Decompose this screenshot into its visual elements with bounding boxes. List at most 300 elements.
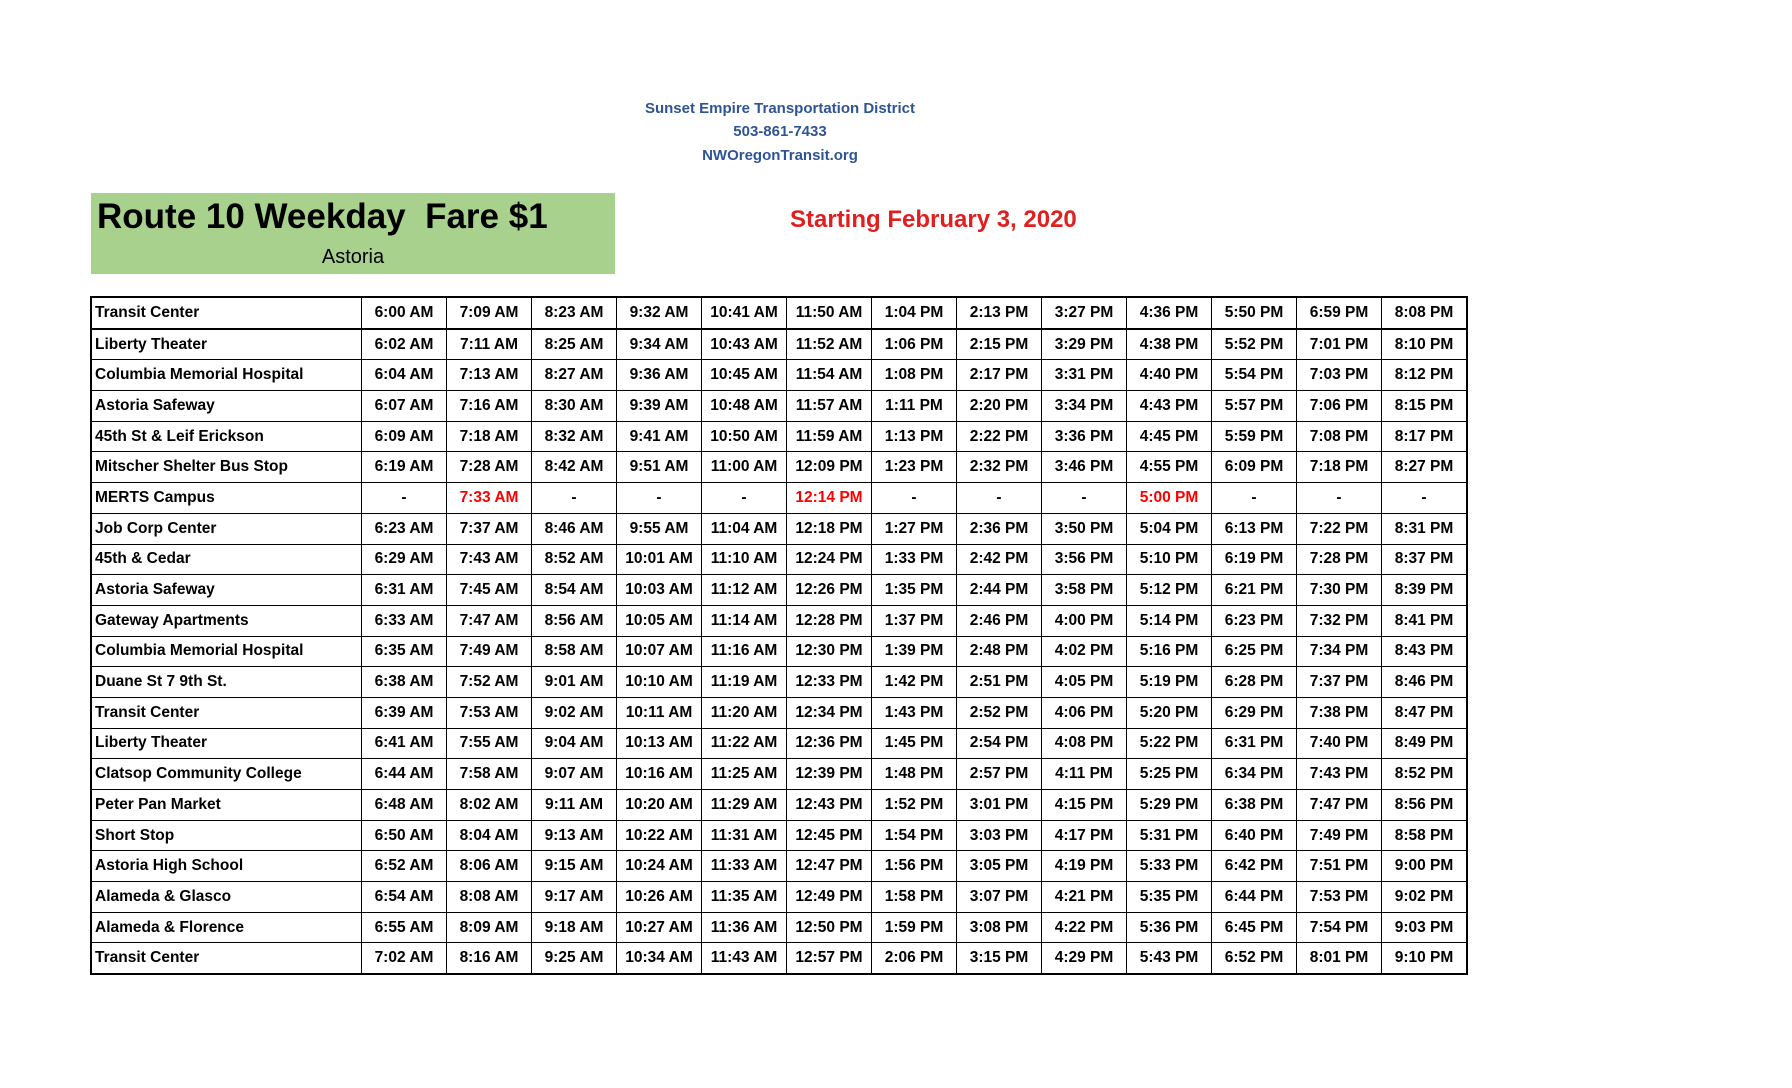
departure-time: 8:08 PM (1382, 297, 1468, 329)
departure-time: 9:18 AM (532, 912, 617, 943)
departure-time: 3:01 PM (957, 790, 1042, 821)
departure-time: 6:13 PM (1212, 513, 1297, 544)
agency-website: NWOregonTransit.org (702, 147, 858, 164)
departure-time: 11:04 AM (702, 513, 787, 544)
table-row (91, 759, 1467, 790)
departure-time: 1:39 PM (872, 636, 957, 667)
departure-time: 8:06 AM (447, 851, 532, 882)
departure-time: 7:34 PM (1297, 636, 1382, 667)
departure-time: 1:33 PM (872, 544, 957, 575)
departure-time: 9:34 AM (617, 329, 702, 360)
departure-time: 7:45 AM (447, 575, 532, 606)
departure-time: - (1297, 483, 1382, 514)
departure-time: 10:01 AM (617, 544, 702, 575)
departure-time: 8:27 PM (1382, 452, 1468, 483)
departure-time: 1:37 PM (872, 605, 957, 636)
departure-time: 8:32 AM (532, 421, 617, 452)
departure-time: 8:15 PM (1382, 391, 1468, 422)
stop-name: Job Corp Center (91, 513, 362, 544)
stop-name: Liberty Theater (91, 728, 362, 759)
departure-time: 6:35 AM (362, 636, 447, 667)
departure-time: 6:31 AM (362, 575, 447, 606)
departure-time: 1:04 PM (872, 297, 957, 329)
table-row (91, 820, 1467, 851)
departure-time: 9:55 AM (617, 513, 702, 544)
table-row (91, 297, 1467, 329)
departure-time: 7:55 AM (447, 728, 532, 759)
table-row (91, 360, 1467, 391)
departure-time: 8:16 AM (447, 943, 532, 974)
departure-time: 5:14 PM (1127, 605, 1212, 636)
stop-name: Astoria Safeway (91, 391, 362, 422)
departure-time: 9:10 PM (1382, 943, 1468, 974)
departure-time: 8:25 AM (532, 329, 617, 360)
departure-time: 4:40 PM (1127, 360, 1212, 391)
departure-time: 10:50 AM (702, 421, 787, 452)
table-row (91, 912, 1467, 943)
departure-time: 11:36 AM (702, 912, 787, 943)
departure-time: 7:18 PM (1297, 452, 1382, 483)
departure-time: 1:35 PM (872, 575, 957, 606)
departure-time: 12:50 PM (787, 912, 872, 943)
table-row (91, 636, 1467, 667)
departure-time: 5:31 PM (1127, 820, 1212, 851)
table-row (91, 452, 1467, 483)
departure-time: 8:54 AM (532, 575, 617, 606)
departure-time: 11:14 AM (702, 605, 787, 636)
departure-time: 4:06 PM (1042, 697, 1127, 728)
departure-time: 3:50 PM (1042, 513, 1127, 544)
departure-time: 8:12 PM (1382, 360, 1468, 391)
departure-time: 8:46 AM (532, 513, 617, 544)
departure-time: 11:59 AM (787, 421, 872, 452)
departure-time: 7:54 PM (1297, 912, 1382, 943)
departure-time: 2:46 PM (957, 605, 1042, 636)
departure-time: 6:59 PM (1297, 297, 1382, 329)
departure-time: 3:15 PM (957, 943, 1042, 974)
table-row (91, 605, 1467, 636)
departure-time: 12:34 PM (787, 697, 872, 728)
departure-time: 5:52 PM (1212, 329, 1297, 360)
departure-time: 10:48 AM (702, 391, 787, 422)
stop-name: Transit Center (91, 697, 362, 728)
departure-time: 6:52 PM (1212, 943, 1297, 974)
departure-time: 6:19 PM (1212, 544, 1297, 575)
agency-phone: 503-861-7433 (733, 123, 827, 140)
departure-time: 6:40 PM (1212, 820, 1297, 851)
departure-time: 12:26 PM (787, 575, 872, 606)
departure-time: 3:05 PM (957, 851, 1042, 882)
departure-time: 7:01 PM (1297, 329, 1382, 360)
departure-time: 8:23 AM (532, 297, 617, 329)
table-row (91, 851, 1467, 882)
departure-time: 3:46 PM (1042, 452, 1127, 483)
departure-time: 12:49 PM (787, 882, 872, 913)
departure-time: 7:37 PM (1297, 667, 1382, 698)
departure-time: 10:20 AM (617, 790, 702, 821)
schedule-table (90, 296, 1468, 975)
departure-time: - (362, 483, 447, 514)
departure-time: 3:08 PM (957, 912, 1042, 943)
departure-time: 8:41 PM (1382, 605, 1468, 636)
departure-time: 12:28 PM (787, 605, 872, 636)
departure-time: 2:52 PM (957, 697, 1042, 728)
departure-time: 7:11 AM (447, 329, 532, 360)
departure-time: 5:00 PM (1127, 483, 1212, 514)
departure-time: 8:56 PM (1382, 790, 1468, 821)
stop-name: 45th St & Leif Erickson (91, 421, 362, 452)
effective-date: Starting February 3, 2020 (790, 206, 1077, 233)
departure-time: 10:13 AM (617, 728, 702, 759)
departure-time: 4:08 PM (1042, 728, 1127, 759)
departure-time: 11:43 AM (702, 943, 787, 974)
departure-time: 6:09 AM (362, 421, 447, 452)
departure-time: 11:31 AM (702, 820, 787, 851)
departure-time: 10:11 AM (617, 697, 702, 728)
departure-time: 8:39 PM (1382, 575, 1468, 606)
departure-time: - (617, 483, 702, 514)
table-row (91, 391, 1467, 422)
departure-time: 7:40 PM (1297, 728, 1382, 759)
departure-time: 8:43 PM (1382, 636, 1468, 667)
stop-name: Transit Center (91, 297, 362, 329)
departure-time: 2:48 PM (957, 636, 1042, 667)
departure-time: 7:28 AM (447, 452, 532, 483)
departure-time: 4:43 PM (1127, 391, 1212, 422)
departure-time: 8:49 PM (1382, 728, 1468, 759)
departure-time: 9:04 AM (532, 728, 617, 759)
departure-time: 8:46 PM (1382, 667, 1468, 698)
departure-time: 12:30 PM (787, 636, 872, 667)
route-title: Route 10 Weekday Fare $1 (97, 197, 548, 236)
departure-time: 6:07 AM (362, 391, 447, 422)
departure-time: 5:36 PM (1127, 912, 1212, 943)
departure-time: 3:29 PM (1042, 329, 1127, 360)
departure-time: 6:44 PM (1212, 882, 1297, 913)
departure-time: 5:22 PM (1127, 728, 1212, 759)
departure-time: 4:38 PM (1127, 329, 1212, 360)
departure-time: 3:34 PM (1042, 391, 1127, 422)
departure-time: 6:33 AM (362, 605, 447, 636)
departure-time: 2:22 PM (957, 421, 1042, 452)
departure-time: 8:58 AM (532, 636, 617, 667)
departure-time: 12:43 PM (787, 790, 872, 821)
departure-time: 5:20 PM (1127, 697, 1212, 728)
stop-name: Astoria High School (91, 851, 362, 882)
stop-name: Alameda & Florence (91, 912, 362, 943)
departure-time: 12:39 PM (787, 759, 872, 790)
departure-time: 6:41 AM (362, 728, 447, 759)
departure-time: 10:27 AM (617, 912, 702, 943)
departure-time: 2:54 PM (957, 728, 1042, 759)
departure-time: 9:01 AM (532, 667, 617, 698)
departure-time: 12:09 PM (787, 452, 872, 483)
departure-time: - (872, 483, 957, 514)
departure-time: 11:20 AM (702, 697, 787, 728)
departure-time: 11:35 AM (702, 882, 787, 913)
departure-time: 7:32 PM (1297, 605, 1382, 636)
departure-time: 11:19 AM (702, 667, 787, 698)
departure-time: 9:11 AM (532, 790, 617, 821)
table-row (91, 728, 1467, 759)
departure-time: 7:43 PM (1297, 759, 1382, 790)
departure-time: 7:58 AM (447, 759, 532, 790)
departure-time: 9:32 AM (617, 297, 702, 329)
departure-time: 7:47 AM (447, 605, 532, 636)
departure-time: 2:15 PM (957, 329, 1042, 360)
departure-time: 8:52 PM (1382, 759, 1468, 790)
departure-time: 8:37 PM (1382, 544, 1468, 575)
departure-time: 6:45 PM (1212, 912, 1297, 943)
departure-time: 11:25 AM (702, 759, 787, 790)
departure-time: 11:00 AM (702, 452, 787, 483)
departure-time: 9:51 AM (617, 452, 702, 483)
departure-time: 12:57 PM (787, 943, 872, 974)
departure-time: 7:37 AM (447, 513, 532, 544)
table-row (91, 790, 1467, 821)
departure-time: 6:42 PM (1212, 851, 1297, 882)
departure-time: 5:16 PM (1127, 636, 1212, 667)
departure-time: 6:19 AM (362, 452, 447, 483)
departure-time: 6:44 AM (362, 759, 447, 790)
departure-time: 1:58 PM (872, 882, 957, 913)
stop-name: Short Stop (91, 820, 362, 851)
departure-time: 6:52 AM (362, 851, 447, 882)
departure-time: 7:22 PM (1297, 513, 1382, 544)
departure-time: 9:13 AM (532, 820, 617, 851)
stop-name: Alameda & Glasco (91, 882, 362, 913)
departure-time: 3:36 PM (1042, 421, 1127, 452)
departure-time: 7:09 AM (447, 297, 532, 329)
departure-time: 1:42 PM (872, 667, 957, 698)
departure-time: 6:09 PM (1212, 452, 1297, 483)
departure-time: 6:21 PM (1212, 575, 1297, 606)
stop-name: Transit Center (91, 943, 362, 974)
stop-name: Astoria Safeway (91, 575, 362, 606)
departure-time: 11:29 AM (702, 790, 787, 821)
stop-name: Liberty Theater (91, 329, 362, 360)
departure-time: 6:25 PM (1212, 636, 1297, 667)
stop-name: MERTS Campus (91, 483, 362, 514)
departure-time: 4:11 PM (1042, 759, 1127, 790)
departure-time: 7:38 PM (1297, 697, 1382, 728)
departure-time: 9:17 AM (532, 882, 617, 913)
departure-time: 4:36 PM (1127, 297, 1212, 329)
departure-time: 10:45 AM (702, 360, 787, 391)
departure-time: 6:50 AM (362, 820, 447, 851)
departure-time: - (702, 483, 787, 514)
departure-time: 4:02 PM (1042, 636, 1127, 667)
departure-time: 3:27 PM (1042, 297, 1127, 329)
departure-time: 12:18 PM (787, 513, 872, 544)
departure-time: 5:04 PM (1127, 513, 1212, 544)
departure-time: 4:45 PM (1127, 421, 1212, 452)
departure-time: 5:29 PM (1127, 790, 1212, 821)
departure-time: 6:23 AM (362, 513, 447, 544)
departure-time: 1:11 PM (872, 391, 957, 422)
departure-time: 8:30 AM (532, 391, 617, 422)
departure-time: 5:10 PM (1127, 544, 1212, 575)
table-row (91, 943, 1467, 974)
departure-time: 4:15 PM (1042, 790, 1127, 821)
departure-time: 2:44 PM (957, 575, 1042, 606)
departure-time: 1:54 PM (872, 820, 957, 851)
departure-time: 9:25 AM (532, 943, 617, 974)
agency-name: Sunset Empire Transportation District (644, 100, 916, 117)
departure-time: 11:50 AM (787, 297, 872, 329)
departure-time: 5:57 PM (1212, 391, 1297, 422)
departure-time: 10:05 AM (617, 605, 702, 636)
departure-time: 3:31 PM (1042, 360, 1127, 391)
table-row (91, 882, 1467, 913)
departure-time: 8:08 AM (447, 882, 532, 913)
departure-time: 7:03 PM (1297, 360, 1382, 391)
departure-time: 11:57 AM (787, 391, 872, 422)
departure-time: 10:43 AM (702, 329, 787, 360)
departure-time: 3:58 PM (1042, 575, 1127, 606)
departure-time: 9:00 PM (1382, 851, 1468, 882)
departure-time: 4:19 PM (1042, 851, 1127, 882)
departure-time: 1:08 PM (872, 360, 957, 391)
departure-time: 6:38 AM (362, 667, 447, 698)
departure-time: 7:16 AM (447, 391, 532, 422)
departure-time: 4:21 PM (1042, 882, 1127, 913)
departure-time: 10:16 AM (617, 759, 702, 790)
departure-time: 6:02 AM (362, 329, 447, 360)
table-row (91, 697, 1467, 728)
departure-time: 5:50 PM (1212, 297, 1297, 329)
stop-name: 45th & Cedar (91, 544, 362, 575)
stop-name: Gateway Apartments (91, 605, 362, 636)
table-row (91, 329, 1467, 360)
departure-time: - (1042, 483, 1127, 514)
departure-time: 8:42 AM (532, 452, 617, 483)
departure-time: 4:22 PM (1042, 912, 1127, 943)
departure-time: 3:56 PM (1042, 544, 1127, 575)
departure-time: 5:19 PM (1127, 667, 1212, 698)
departure-time: 5:59 PM (1212, 421, 1297, 452)
departure-time: 2:17 PM (957, 360, 1042, 391)
departure-time: 1:13 PM (872, 421, 957, 452)
departure-time: 8:56 AM (532, 605, 617, 636)
departure-time: 9:36 AM (617, 360, 702, 391)
departure-time: 6:28 PM (1212, 667, 1297, 698)
departure-time: 9:03 PM (1382, 912, 1468, 943)
departure-time: - (1382, 483, 1468, 514)
stop-name: Clatsop Community College (91, 759, 362, 790)
departure-time: 11:12 AM (702, 575, 787, 606)
departure-time: 10:24 AM (617, 851, 702, 882)
departure-time: 4:05 PM (1042, 667, 1127, 698)
table-row (91, 667, 1467, 698)
departure-time: 8:31 PM (1382, 513, 1468, 544)
departure-time: 5:43 PM (1127, 943, 1212, 974)
departure-time: 8:04 AM (447, 820, 532, 851)
departure-time: - (532, 483, 617, 514)
departure-time: 4:55 PM (1127, 452, 1212, 483)
departure-time: 6:34 PM (1212, 759, 1297, 790)
departure-time: 2:06 PM (872, 943, 957, 974)
departure-time: - (957, 483, 1042, 514)
departure-time: 5:35 PM (1127, 882, 1212, 913)
departure-time: 8:09 AM (447, 912, 532, 943)
departure-time: 7:08 PM (1297, 421, 1382, 452)
departure-time: 10:34 AM (617, 943, 702, 974)
departure-time: 8:17 PM (1382, 421, 1468, 452)
departure-time: 11:10 AM (702, 544, 787, 575)
departure-time: 8:10 PM (1382, 329, 1468, 360)
departure-time: 9:02 PM (1382, 882, 1468, 913)
departure-time: 12:33 PM (787, 667, 872, 698)
stop-name: Columbia Memorial Hospital (91, 360, 362, 391)
departure-time: 5:25 PM (1127, 759, 1212, 790)
departure-time: 10:03 AM (617, 575, 702, 606)
departure-time: 2:36 PM (957, 513, 1042, 544)
departure-time: 3:07 PM (957, 882, 1042, 913)
departure-time: 8:47 PM (1382, 697, 1468, 728)
departure-time: 2:20 PM (957, 391, 1042, 422)
route-title-box (91, 193, 615, 274)
departure-time: 9:39 AM (617, 391, 702, 422)
departure-time: 7:28 PM (1297, 544, 1382, 575)
stop-name: Mitscher Shelter Bus Stop (91, 452, 362, 483)
table-row (91, 483, 1467, 514)
departure-time: 4:17 PM (1042, 820, 1127, 851)
departure-time: 8:27 AM (532, 360, 617, 391)
table-row (91, 544, 1467, 575)
departure-time: 12:47 PM (787, 851, 872, 882)
departure-time: 7:02 AM (362, 943, 447, 974)
stop-name: Duane St 7 9th St. (91, 667, 362, 698)
departure-time: 1:56 PM (872, 851, 957, 882)
departure-time: 8:58 PM (1382, 820, 1468, 851)
departure-time: 6:00 AM (362, 297, 447, 329)
departure-time: 7:33 AM (447, 483, 532, 514)
departure-time: 6:38 PM (1212, 790, 1297, 821)
departure-time: 1:52 PM (872, 790, 957, 821)
departure-time: 10:26 AM (617, 882, 702, 913)
departure-time: 11:16 AM (702, 636, 787, 667)
departure-time: 6:39 AM (362, 697, 447, 728)
route-subtitle: Astoria (321, 246, 385, 268)
departure-time: 11:22 AM (702, 728, 787, 759)
departure-time: 7:53 PM (1297, 882, 1382, 913)
departure-time: 4:00 PM (1042, 605, 1127, 636)
departure-time: 6:55 AM (362, 912, 447, 943)
departure-time: 11:33 AM (702, 851, 787, 882)
departure-time: 5:33 PM (1127, 851, 1212, 882)
departure-time: 7:52 AM (447, 667, 532, 698)
departure-time: 11:52 AM (787, 329, 872, 360)
departure-time: 3:03 PM (957, 820, 1042, 851)
departure-time: 1:43 PM (872, 697, 957, 728)
departure-time: 5:12 PM (1127, 575, 1212, 606)
departure-time: 7:53 AM (447, 697, 532, 728)
departure-time: 9:15 AM (532, 851, 617, 882)
departure-time: 7:49 PM (1297, 820, 1382, 851)
stop-name: Columbia Memorial Hospital (91, 636, 362, 667)
departure-time: 8:52 AM (532, 544, 617, 575)
departure-time: 12:36 PM (787, 728, 872, 759)
departure-time: 4:29 PM (1042, 943, 1127, 974)
departure-time: 6:54 AM (362, 882, 447, 913)
stop-name: Peter Pan Market (91, 790, 362, 821)
departure-time: 2:13 PM (957, 297, 1042, 329)
departure-time: 7:49 AM (447, 636, 532, 667)
departure-time: 1:23 PM (872, 452, 957, 483)
departure-time: 5:54 PM (1212, 360, 1297, 391)
departure-time: 8:02 AM (447, 790, 532, 821)
